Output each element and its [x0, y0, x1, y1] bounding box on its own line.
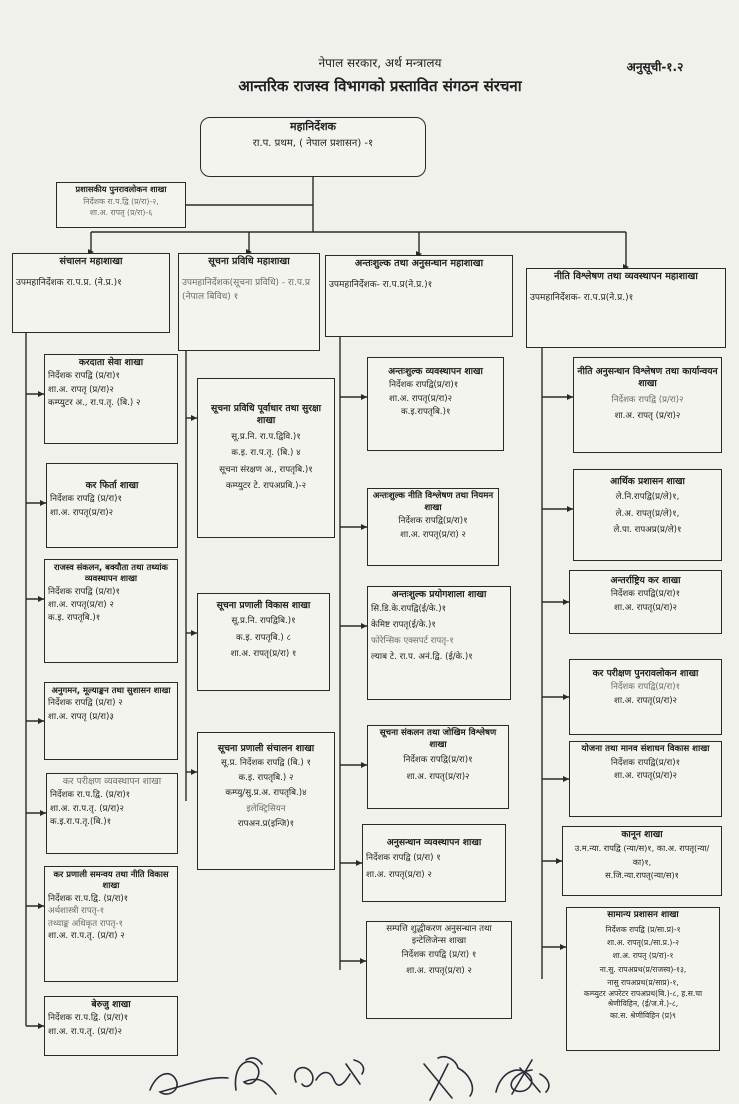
branch-line: कम्प्युटर अ., रा.प.तृ. (बि.) २ — [48, 398, 141, 409]
page-title: आन्तरिक राजस्व विभागको प्रस्तावित संगठन संरचना — [238, 77, 522, 95]
branch-title: सूचना प्रविधि पूर्वाधार तथा सुरक्षा शाखा — [211, 403, 321, 427]
director-general-box — [200, 117, 426, 177]
branch-line: क.इ. रा.प.तृ. (बि.) ४ — [231, 448, 301, 459]
directorate-box-operations — [12, 253, 170, 333]
annex-label: अनुसूची-१.२ — [626, 60, 684, 74]
branch-line: शा.अ. रापतृ(प्र/रा)२ — [613, 695, 678, 706]
branch-box — [573, 357, 722, 453]
branch-line: शा.अ. रापतृ(प्र/रा)२ — [50, 507, 114, 518]
signatures — [0, 1034, 739, 1104]
branch-box — [573, 469, 722, 561]
signature-5 — [496, 1060, 549, 1094]
branch-title: अन्तर्राष्ट्रिय कर शाखा — [610, 575, 681, 586]
branch-line: का.स. श्रेणीविहिन (प्र)९ — [609, 1011, 677, 1020]
branch-title: अन्तःशुल्क नीति विश्लेषण तथा नियमन शाखा — [372, 491, 494, 513]
branch-title: आर्थिक प्रशासन शाखा — [610, 476, 685, 487]
branch-line: निर्देशक रापद्वि(प्र/रा)१ — [610, 757, 681, 768]
branch-box — [44, 559, 178, 663]
branch-box — [197, 593, 330, 691]
branch-line: निर्देशक रापद्वि(प्र/रा)१ — [610, 589, 681, 600]
branch-line: सू.प्र.नि. रापद्विबि.)१ — [231, 616, 296, 627]
branch-line: क.इ. रापतृबि.)१ — [48, 613, 101, 624]
directorate-line: उपमहानिर्देशक- रा.प.प्र(ने.प्र.)१ — [329, 279, 433, 290]
branch-line: निर्देशक रापद्वि(प्र/रा)१ — [403, 755, 473, 766]
branch-line: ले.नि.रापद्वि(प्र/ले)१, — [615, 492, 680, 503]
branch-line: क.इ. रापतृबि.) ८ — [236, 632, 291, 643]
branch-box — [367, 357, 504, 451]
branch-line: सू.प्र.नि. रा.प.द्विवि.)१ — [231, 431, 301, 442]
branch-title: सूचना प्रणाली विकास शाखा — [216, 600, 311, 611]
directorate-title: नीति विश्लेषण तथा व्यवस्थापन महाशाखा — [554, 271, 698, 282]
branch-line: क.इ.रापतृबि.)१ — [401, 407, 451, 418]
directorate-box-excise — [325, 255, 513, 337]
branch-title: योजना तथा मानव संशाधन विकास शाखा — [581, 744, 710, 754]
branch-line: शा.अ. रापतृ(प्र/रा) २ — [366, 869, 432, 880]
admin-review-line: शा.अ. रापतृ (प्र/रा)-६ — [89, 208, 153, 218]
branch-title: कर परीक्षण व्यवस्थापन शाखा — [62, 776, 162, 787]
branch-line: निर्देशक रापद्वि(प्र/रा)१ — [398, 516, 468, 527]
branch-line: शा.अ. रापतृ (प्र/रा)२ — [48, 384, 114, 395]
branch-line: शा.अ. रापतृ(प्र/रा) २ — [400, 529, 466, 540]
branch-line: निर्देशक रापद्वि(प्र/रा)१ — [610, 682, 681, 693]
branch-title: सामान्य प्रशासन शाखा — [607, 910, 679, 920]
admin-review-title: प्रशासकीय पुनरावलोकन शाखा — [75, 184, 167, 194]
directorate-line: उपमहानिर्देशक(सूचना प्रविधि) - रा.प.प्र (नेपाल बिविध) १ — [182, 277, 310, 302]
branch-title: बेरुजु शाखा — [91, 999, 131, 1010]
branch-line: शा.अ. रापतृ(प्र/रा)२ — [389, 393, 453, 404]
branch-title: अन्तःशुल्क व्यवस्थापन शाखा — [388, 366, 483, 377]
branch-box — [562, 826, 722, 896]
branch-line: केमिष्ट रापतृ(ई/के.)१ — [371, 620, 436, 631]
branch-line: निर्देशक रापद्वि (प्र/रा)१ — [48, 371, 120, 382]
branch-line: फोरेन्सिक एक्सपर्ट रापतृ-१ — [371, 636, 454, 647]
branch-line: शा.अ. रापतृ(प्र/रा) २ — [48, 600, 114, 610]
branch-box — [44, 354, 178, 444]
branch-title: अनुगमन, मूल्याङ्कन तथा सुशासन शाखा — [51, 685, 171, 695]
branch-title: अन्तःशुल्क प्रयोगशाला शाखा — [391, 589, 487, 600]
branch-box — [569, 741, 722, 817]
directorate-box-policy — [526, 268, 726, 348]
directorate-title: संचालन महाशाखा — [59, 256, 123, 267]
branch-line: अर्थशास्त्री रापतृ-१ — [48, 906, 105, 917]
branch-line: क.इ.रा.प.तृ.(बि.)१ — [50, 817, 112, 828]
branch-line: निर्देशक रापद्वि (प्र/सा.प्र)-१ — [605, 924, 681, 934]
branch-line: निर्देशक रापद्वि (प्र/रा) २ — [48, 698, 123, 709]
branch-title: कर परीक्षण पुनरावलोकन शाखा — [592, 668, 699, 679]
branch-line: कम्प्युटर अपरेटर रापअप्रथ(बि.)-८, ह.स.चा श्रेणीविहिन, (ई/ज.मे.)-८, — [583, 989, 703, 1009]
branch-line: उ.म.न्या. रापद्वि (न्या/स)१, का.अ. रापतृ(न्या/का)१, — [574, 843, 710, 867]
branch-box — [367, 488, 499, 566]
signature-2 — [235, 1058, 276, 1094]
branch-box — [566, 907, 720, 1051]
branch-line: निर्देशक रा.प.द्वि. (प्र/रा)१ — [50, 790, 131, 801]
branch-title: कर फिर्ता शाखा — [85, 480, 139, 491]
branch-title: सूचना प्रणाली संचालन शाखा — [217, 743, 315, 754]
branch-box — [366, 921, 512, 1019]
ministry-name: नेपाल सरकार, अर्थ मन्त्रालय — [318, 56, 442, 70]
branch-title: कानून शाखा — [621, 829, 663, 840]
branch-line: कम्प्युटर टे. रापअप्रबि.)-२ — [225, 480, 307, 491]
branch-line: निर्देशक रापद्वि (प्र/रा)१ — [50, 494, 122, 505]
branch-title: राजस्व संकलन, बक्यौता तथा तथ्यांक व्यवस्थापन शाखा — [54, 562, 168, 584]
branch-box — [44, 866, 178, 982]
signature-4 — [424, 1057, 472, 1100]
branch-box — [367, 725, 509, 809]
signature-3 — [295, 1060, 364, 1086]
branch-box — [46, 463, 178, 548]
branch-line: क.इ. रापतृबि.) २ — [238, 773, 294, 784]
branch-line: निर्देशक रापद्वि (प्र/रा)२ — [611, 394, 684, 405]
branch-line: शा.अ. रापतृ(प्र/रा) २ — [406, 965, 472, 976]
branch-box — [197, 732, 335, 870]
branch-line: निर्देशक रापद्वि (प्र/रा)१ — [48, 586, 120, 597]
branch-line: शा.अ. रापतृ(प्र./सा.प्र.)-२ — [606, 938, 680, 948]
branch-box — [569, 570, 722, 634]
branch-box — [367, 586, 511, 700]
admin-review-box — [56, 182, 186, 228]
branch-line: शा.अ. रापतृ(प्र/रा)२ — [406, 771, 470, 782]
branch-line: शा.अ. रापतृ(प्र/रा)२ — [613, 602, 678, 613]
branch-box — [362, 824, 506, 902]
branch-line: ना.सु. रापअप्रथ(प्र/राजस्व)-१३, — [599, 964, 687, 974]
admin-review-line: निर्देशक रा.प.द्वि (प्र/रा)-२, — [83, 197, 159, 207]
branch-title: करदाता सेवा शाखा — [78, 357, 144, 368]
branch-line: सि.डि.के.रापद्वि(ई/के.)१ — [371, 604, 447, 615]
branch-line: निर्देशक रा.प.द्वि. (प्र/रा)१ — [48, 1013, 129, 1024]
branch-line: ले.अ. रापतृ(प्र/ले)१, — [615, 508, 680, 519]
branch-line: सू.प्र. निर्देशक रापद्वि (बि.) १ — [221, 758, 311, 769]
branch-box — [46, 773, 178, 854]
director-general-title: महानिर्देशक — [290, 120, 336, 133]
branch-title: कर प्रणाली समन्वय तथा नीति विकास शाखा — [53, 869, 169, 891]
director-general-line: रा.प. प्रथम, ( नेपाल प्रशासन) -१ — [252, 137, 374, 149]
branch-box — [44, 682, 178, 760]
branch-line: स.जि.न्या.रापतृ(न्या/स)१ — [605, 869, 679, 880]
branch-title: सम्पत्ति शुद्धीकरण अनुसन्धान तथा इन्टेलिजेन्स शाखा — [386, 924, 492, 946]
branch-line: शा.अ. रापतृ (प्र/रा)२ — [614, 411, 681, 422]
branch-line: शा.अ. रापतृ (प्र/रा)-१ — [612, 951, 674, 961]
branch-line: शा.अ. रा.प.तृ. (प्र/रा)२ — [48, 1026, 122, 1037]
branch-line: तथ्याङ्क अधिकृत रापतृ-१ — [48, 918, 123, 929]
branch-line: सूचना संरक्षण अ., रापतृबि.)१ — [219, 464, 313, 475]
branch-line: शा.अ. रापतृ(प्र/रा)२ — [613, 770, 678, 781]
branch-line: निर्देशक रापद्वि (प्र/रा) १ — [366, 853, 441, 864]
branch-line: कम्प्यु/सु.प्र.अ. रापतृबि.)४ — [225, 788, 307, 799]
branch-line: निर्देशक रापद्वि (प्र/रा) १ — [401, 950, 477, 961]
branch-line: नासु रापअप्रथ(प्र/साप्र)-१, — [607, 978, 679, 987]
branch-line: शा.अ. रापतृ (प्र/रा)३ — [48, 711, 114, 722]
branch-line: निर्देशक रापद्वि(प्र/रा)१ — [389, 380, 459, 391]
directorate-box-it — [178, 253, 320, 351]
branch-line: इलेक्ट्रिसियन — [246, 803, 286, 814]
branch-line: रापअन.प्र(इन्जि)१ — [237, 818, 295, 829]
branch-line: शा.अ. रा.प.तृ. (प्र/रा) २ — [48, 931, 125, 942]
branch-box — [569, 659, 722, 735]
branch-line: शा.अ. रा.प.तृ. (प्र/रा)२ — [50, 803, 124, 814]
branch-line: शा.अ. रापतृ(प्र/रा) १ — [230, 649, 297, 660]
branch-title: अनुसन्धान व्यवस्थापन शाखा — [386, 837, 482, 848]
signature-1 — [150, 1074, 228, 1094]
branch-line: निर्देशक रा.प.द्वि. (प्र/रा)१ — [48, 893, 129, 904]
branch-line: ले.पा. रापअप्र(प्र/ले)१ — [613, 525, 682, 536]
branch-box — [197, 378, 335, 538]
branch-title: सूचना संकलन तथा जोखिम विश्लेषण शाखा — [379, 728, 497, 750]
directorate-line: उपमहानिर्देशक रा.प.प्र. (ने.प्र.)१ — [16, 277, 122, 288]
branch-title: नीति अनुसन्धान विश्लेषण तथा कार्यान्वयन शाखा — [577, 366, 718, 390]
directorate-line: उपमहानिर्देशक- रा.प.प्र(ने.प्र.)१ — [530, 292, 634, 303]
directorate-title: अन्तःशुल्क तथा अनुसन्धान महाशाखा — [354, 258, 484, 269]
directorate-title: सूचना प्रविधि महाशाखा — [208, 256, 290, 267]
branch-line: ल्याब टे. रा.प. अनं.द्वि. (ई/के.)१ — [371, 652, 473, 663]
